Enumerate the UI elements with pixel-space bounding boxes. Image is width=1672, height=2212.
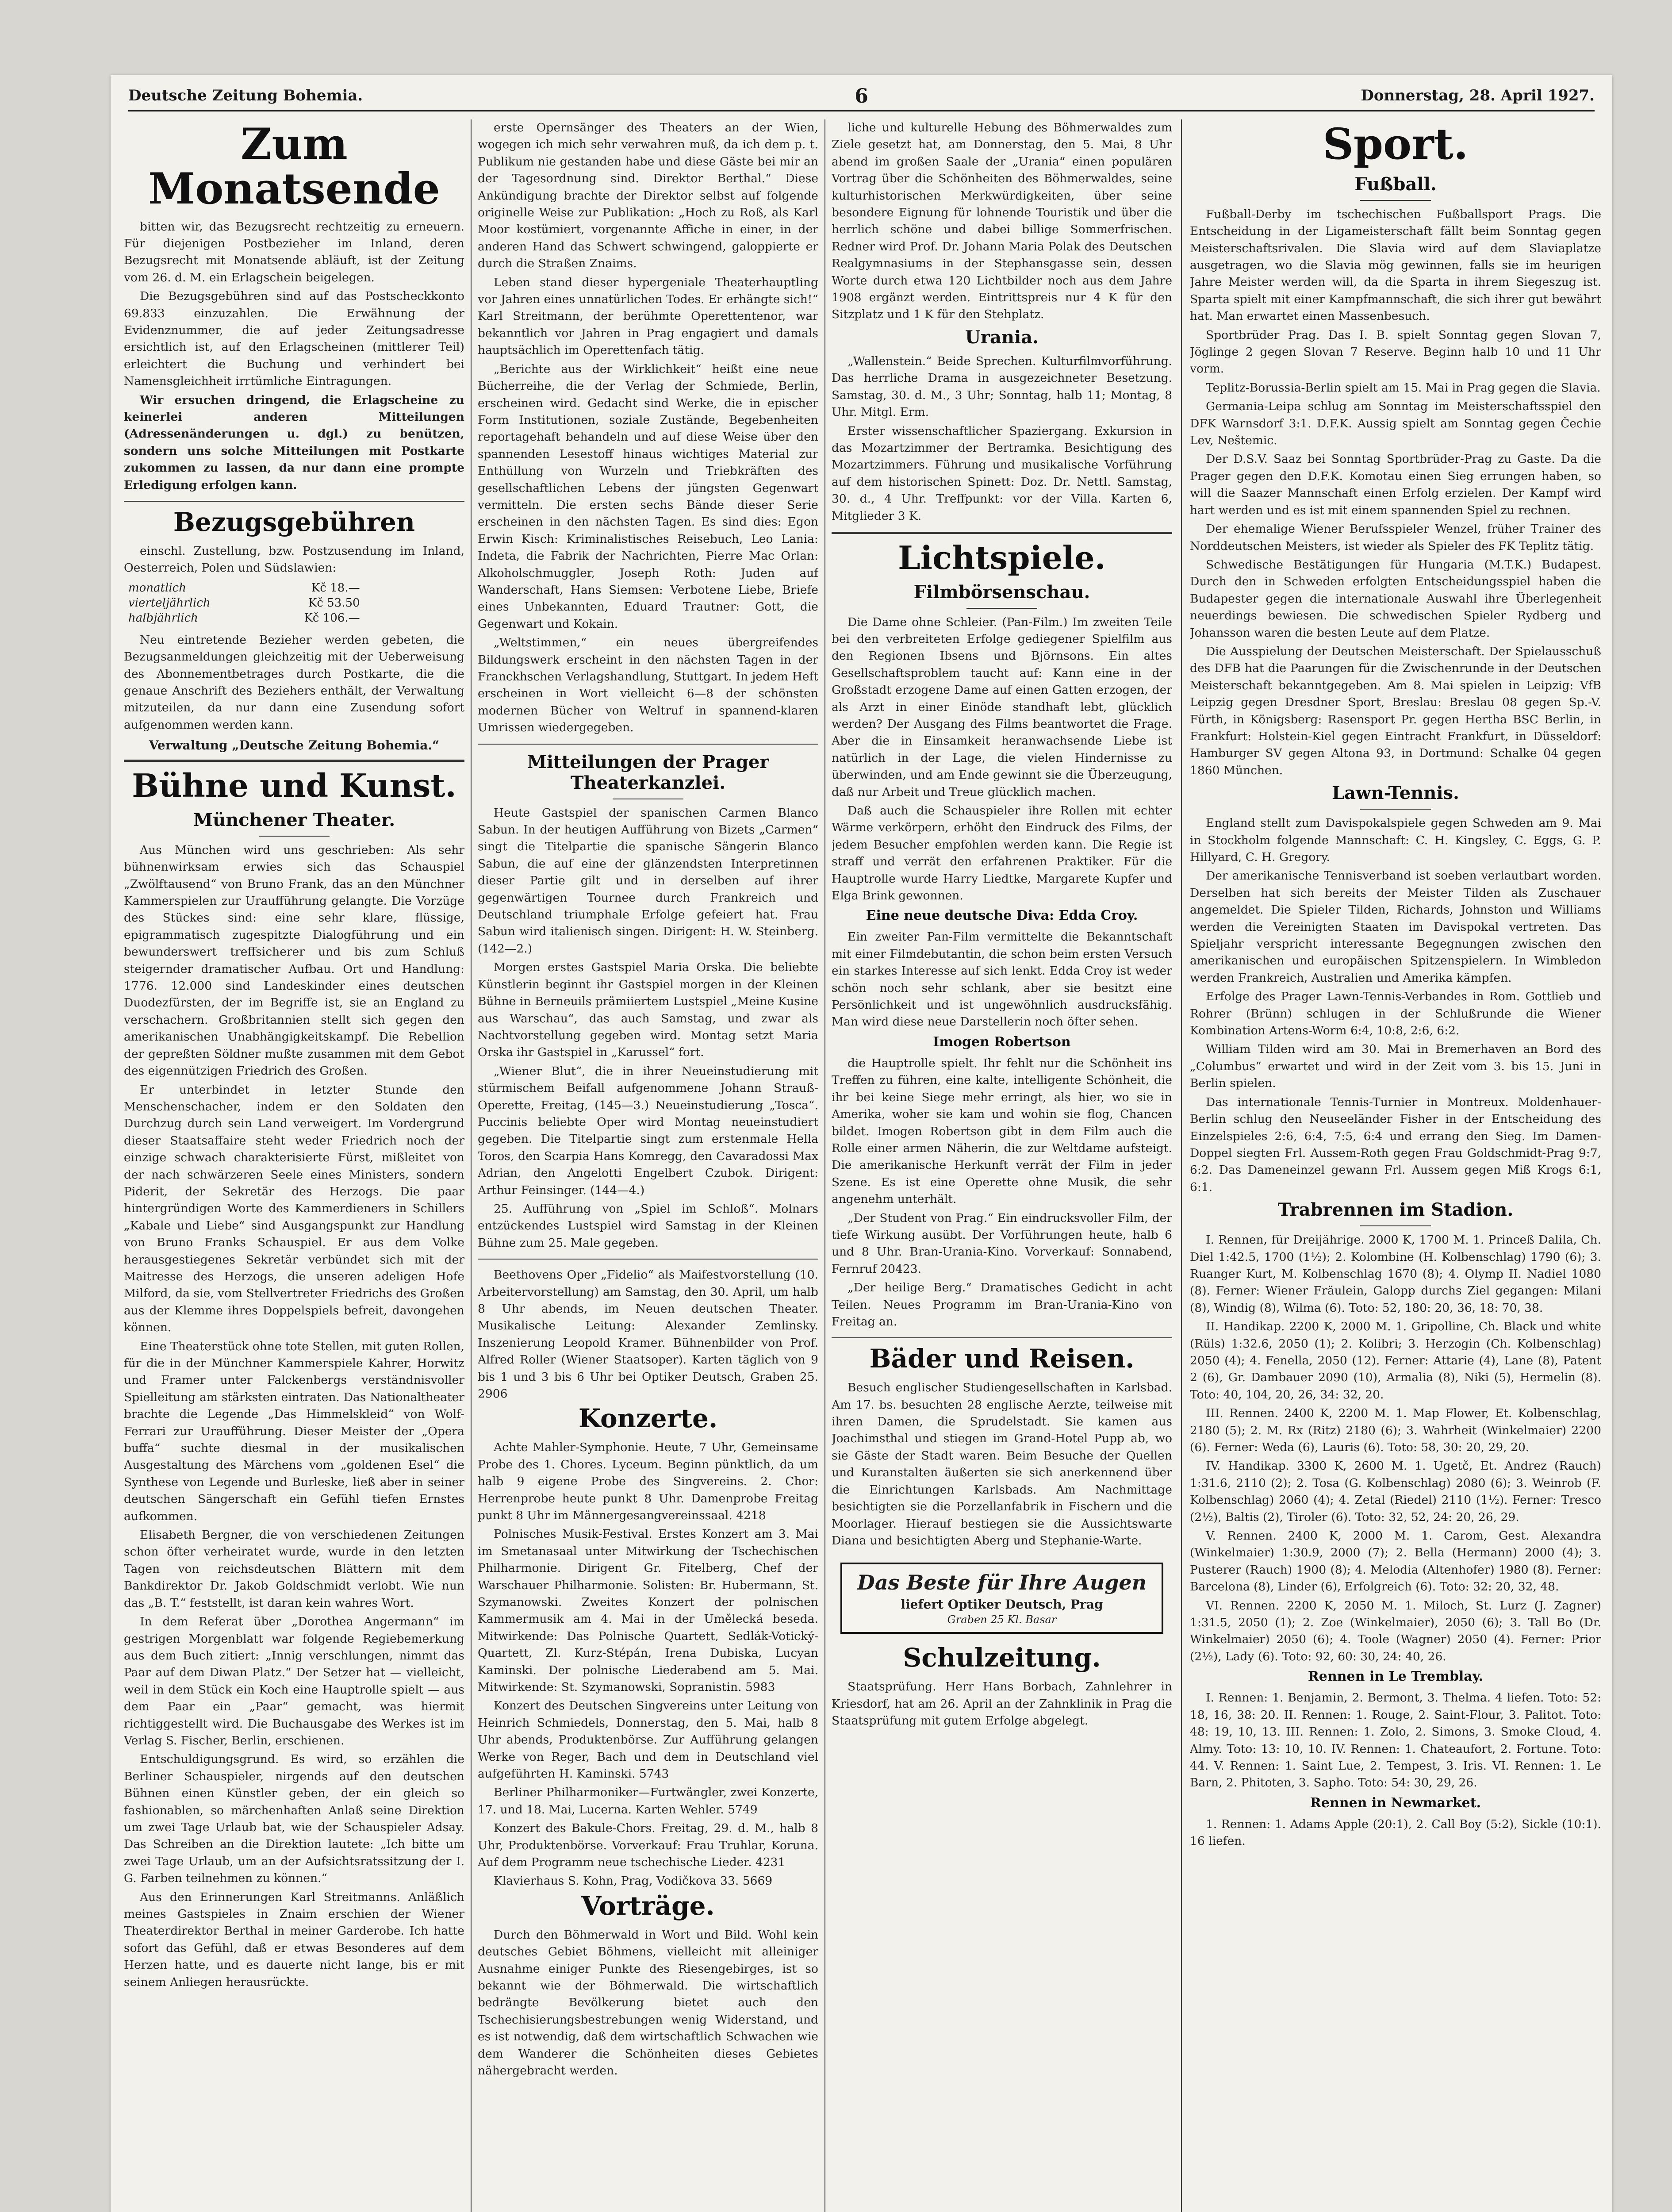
section-divider (124, 760, 464, 762)
page-header (128, 85, 1595, 111)
polnisch-paragraph: Polnisches Musik-Festival. Erstes Konzert am 3. Mai im Smetanasaal unter Mitwirkung der Tschechischen Philharmonie. Dirigent Gr. Fitelberg, Chef der Warschauer Philharmonie. Solisten: Br. Hubermann, St. Szymanowski. Zweites Konzert der polnischen Kammermusik am 4. Mai in der Umělecká beseda. Mitwirkende: Das Polnische Quartett, Sedlák-Votický-Quartett, Zl. Kurz-Stépán, Irena Dubiska, Lucyan Kaminski. Der polnische Liederabend am 5. Mai. Mitwirkende: St. Szymanowski, Sopranistin. 5983 (478, 1527, 818, 1694)
weltstimmen-paragraph: „Weltstimmen,“ ein neues übergreifendes Bildungswerk erscheint in den nächsten Tagen in der Franckhschen Verlagshandlung, Stuttgart. In jedem Heft erscheinen in Wort vielleicht 6—8 der schönsten modernen Bücher von Weltruf in spannend-klaren Umrissen wiedergegeben. (478, 636, 818, 735)
section-divider (832, 532, 1172, 534)
derby-paragraph: Fußball-Derby im tschechischen Fußballsport Prags. Die Entscheidung in der Ligameisterschaft fällt beim Sonntag gegen Meisterschaftsrivalen. Die Slavia wird auf dem Slaviaplatze ausgetragen, wo die Slavia mög gewinnen, falls sie im heurigen Jahre Meister werden will, da die Sparta in ihrem Siegeszug ist. Sparta spielt mit einer Kampfmannschaft, die sich ihrer gut bewährt hat. Man erwartet einen Massenbesuch. (1190, 207, 1601, 323)
section-divider (478, 1259, 818, 1260)
muenchen-heading: Münchener Theater. (193, 809, 395, 830)
issue-date: Donnerstag, 28. April 1927. (1361, 87, 1595, 104)
trab-paragraph: VI. Rennen. 2200 K, 2050 M. 1. Miloch, St. Lurz (J. Zagner) 1:31.5, 2050 (1); 2. Zoe (Winkelmaier), 2050 (6); 3. Tall Bo (Dr. Winkelmaier) 2050 (6); 4. Toole (Wagner) 2050 (4). Ferner: Prior (2½), Lady (6). Toto: 92, 60: 30, 24: 40, 26. (1190, 1598, 1601, 1663)
kohn-paragraph: Klavierhaus S. Kohn, Prag, Vodičkova 33. 5669 (494, 1874, 773, 1888)
ad-headline: Das Beste für Ihre Augen (857, 1571, 1147, 1595)
newspaper-page (111, 75, 1612, 2212)
lichtspiele-heading: Lichtspiele. (898, 538, 1106, 576)
urania-intro-paragraph: liche und kulturelle Hebung des Böhmerwaldes zum Ziele gesetzt hat, am Donnerstag, den 5. Mai, 8 Uhr abend im großen Saale der „Urania“ einen populären Vortrag über die Schönheiten des Böhmerwaldes, seine kulturhistorischen Merkwürdigkeiten, über seine besondere Eignung für lohnende Touristik und über die herrlich schöne und dabei billige Sommerfrischen. Redner wird Prof. Dr. Johann Maria Polak des Deutschen Realgymnasiums in der Stephansgasse sein, dessen Worte durch etwa 120 Lichtbilder noch aus dem Jahre 1908 ergänzt werden. Eintrittspreis nur 4 K für den Sitzplatz und 1 K für den Stehplatz. (832, 121, 1172, 322)
price-value: Kč 106.— (304, 611, 360, 625)
schule-heading: Schulzeitung. (903, 1643, 1101, 1673)
monatsende-paragraph: bitten wir, das Bezugsrecht rechtzeitig zu erneuern. Für diejenigen Postbezieher im Inland, deren Bezugsrecht mit Monatsende abläuft, ist der Zeitung vom 26. d. M. ein Erlagschein beigelegen. (124, 219, 464, 284)
monatsende-paragraph: Die Bezugsgebühren sind auf das Postscheckkonto 69.833 einzuzahlen. Die Erwähnung der Evidenznummer, die auf jeder Zeitungsadresse ersichtlich ist, auf den Erlagscheinen (mittlerer Teil) erleichtert die Buchung und verhindert bei Namensgleichheit irrtümliche Eintragungen. (124, 289, 464, 388)
student-paragraph: „Der Student von Prag.“ Ein eindrucksvoller Film, der tiefe Wirkung ausübt. Der Vorführungen heute, halb 6 und 8 Uhr. Bran-Urania-Kino. Vorverkauf: Sonnabend, Fernruf 20423. (832, 1211, 1172, 1276)
section-divider (832, 1337, 1172, 1338)
referat-paragraph: In dem Referat über „Dorothea Angermann“ im gestrigen Morgenblatt war folgende Regiebemerkung aus dem Buch zitiert: „Innig verschlungen, nimmt das Paar auf dem Diwan Platz.“ Der Setzer hat — vielleicht, weil in dem Stück ein Koch eine Hauptrolle spielt — aus dem Paar ein „Paar“ gemacht, was hiermit richtiggestellt wird. Die Buchausgabe des Werkes ist im Verlag S. Fischer, Berlin, erschienen. (124, 1615, 464, 1747)
baeder-paragraph: Besuch englischer Studiengesellschaften in Karlsbad. Am 17. bs. besuchten 28 englische Aerzte, teilweise mit ihren Damen, die Sprudelstadt. Sie kamen aus Joachimsthal und stiegen im Grand-Hotel Pupp ab, wo sie Gäste der Stadt waren. Beim Besuche der Quellen und Kuranstalten äußerten sie sich anerkennend über die Einrichtungen Karlsbads. Am Nachmittage besichtigten sie die Porzellanfabrik in Fischern und die Moorlager. Hierauf bestiegen sie die Aussichtswarte Diana und besichtigten Aberg und Stephanie-Warte. (832, 1381, 1172, 1548)
dame-paragraph: Daß auch die Schauspieler ihre Rollen mit echter Wärme verkörpern, erhöht den Eindruck des Films, der jedem Besucher empfohlen werden kann. Die Regie ist straff und verrät den erfahrenen Praktiker. Für die Hauptrolle wurde Harry Liedtke, Margarete Kupfer und Elga Brink gewonnen. (832, 804, 1172, 903)
filmboerse-heading: Filmbörsenschau. (913, 581, 1090, 603)
trab-paragraph: V. Rennen. 2400 K, 2000 M. 1. Carom, Gest. Alexandra (Winkelmaier) 1:30.9, 2000 (7); 2. Bella (Hermann) 2000 (4); 3. Pusterer (Rauch) 1900 (8); 4. Melodia (Altenhofer) 1980 (8). Ferner: Barcelona (8), Linder (6), Erfolgreich (6). Toto: 32: 20, 32, 48. (1190, 1529, 1601, 1594)
column-3 (832, 119, 1172, 2212)
monatsende-paragraph: Wir ersuchen dringend, die Erlagscheine zu keinerlei anderen Mitteilungen (Adressenänderungen u. dgl.) zu benützen, sondern uns solche Mitteilungen mit Postkarte zukommen zu lassen, da nur dann eine prompte Erledigung erfolgen kann. (124, 393, 464, 492)
singverein-paragraph: Konzert des Deutschen Singvereins unter Leitung von Heinrich Schmiedels, Donnerstag, den 5. Mai, halb 8 Uhr abends, Produktenbörse. Zur Aufführung gelangen Werke von Reger, Bach und dem in Deutschland viel aufgeführten H. Kaminski. 5743 (478, 1699, 818, 1781)
page-number: 6 (855, 85, 868, 108)
price-label: halbjährlich (128, 611, 198, 625)
sport-heading: Sport. (1323, 119, 1469, 169)
fidelio-paragraph: Beethovens Oper „Fidelio“ als Maifestvorstellung (10. Arbeitervorstellung) am Samstag, den 30. April, um halb 8 Uhr abends, im Neuen deutschen Theater. Musikalische Leitung: Alexander Zemlinsky. Inszenierung Leopold Kramer. Bühnenbilder von Prof. Alfred Roller (Wiener Staatsoper). Karten täglich von 9 bis 1 und 3 bis 6 Uhr bei Optiker Deutsch, Graben 25. 2906 (478, 1268, 818, 1401)
mahler-paragraph: Achte Mahler-Symphonie. Heute, 7 Uhr, Gemeinsame Probe des 1. Chores. Lyceum. Beginn pünktlich, da um halb 9 eigene Probe des Singvereins. 2. Chor: Herrenprobe heute punkt 8 Uhr. Damenprobe Freitag punkt 8 Uhr im Männergesangvereinssaal. 4218 (478, 1440, 818, 1522)
entschuldigung-paragraph: Entschuldigungsgrund. Es wird, so erzählen die Berliner Schauspieler, nirgends auf den deutschen Bühnen einen Künstler geben, der ein gleich so fashionablen, so märchenhaften Anlaß seine Direktion um zwei Tage Urlaub bat, wie der Schauspieler Adsay. Das Schreiben an die Direktion lautete: „Ich bitte um zwei Tage Urlaub, um an der Aufsichtsratssitzung der I. G. Farben teilnehmen zu können.“ (124, 1752, 464, 1886)
heading-underline (1360, 200, 1431, 201)
wiener-blut-paragraph: „Wiener Blut“, die in ihrer Neueinstudierung mit stürmischem Beifall aufgenommene Johann Strauß-Operette, Freitag, (145—3.) Neueinstudierung „Tosca“. Puccinis beliebte Oper wird Montag neueinstudiert gegeben. Die Titelpartie singt zum erstenmale Hella Toros, den Scarpia Hans Komregg, den Cavaradossi Max Adrian, den Angelotti Engelbert Czubok. Dirigent: Arthur Feinsinger. (144—4.) (478, 1064, 818, 1197)
price-label: vierteljährlich (128, 596, 211, 610)
mitteilungen-heading: Mitteilungen der Prager Theaterkanzlei. (527, 751, 769, 793)
buehne-heading: Bühne und Kunst. (132, 767, 456, 805)
dame-paragraph: Die Dame ohne Schleier. (Pan-Film.) Im zweiten Teile bei den verbreiteten Erfolge gediegener Spielfilm aus den Regionen Ibsens und Björnsons. Ein altes Gesellschaftsproblem taucht auf: Kann eine in der Großstadt erzogene Dame auf einen Gatten erzogen, der als Arzt in einer Einöde standhaft lebt, glücklich werden? Der Ausgang des Films beantwortet die Frage. Aber die in Einsamkeit heranwachsende Liebe ist natürlich in der Lage, die vielen Hindernisse zu überwinden, und am Ende gewinnt sie die Überzeugung, daß nur Arbeit und Treue glücklich machen. (832, 615, 1172, 799)
section-divider (124, 501, 464, 502)
column-rule (471, 119, 472, 2212)
dsv-paragraph: Der D.S.V. Saaz bei Sonntag Sportbrüder-Prag zu Gaste. Da die Prager gegen den D.F.K. Komotau einen Sieg errungen haben, so will die Saazer Mannschaft einen Erfolg erzielen. Der Kampf wird hart werden und es ist mit einem spannenden Spiel zu rechnen. (1190, 452, 1601, 517)
carmen-paragraph: Heute Gastspiel der spanischen Carmen Blanco Sabun. In der heutigen Aufführung von Bizets „Carmen“ singt die Titelpartie die spanische Sängerin Blanco Sabun, die auf eine der glänzendsten Interpretinnen dieser Partie gilt und in derselben auf ihrer gegenwärtigen Tournee durch Frankreich und Deutschland triumphale Erfolge gefeiert hat. Frau Sabun wird italienisch singen. Dirigent: H. W. Steinberg. (142—2.) (478, 806, 818, 956)
monatsende-heading: Zum Monatsende (148, 119, 440, 214)
streitmann-paragraph: erste Opernsänger des Theaters an der Wien, wogegen ich mich sehr verwahren muß, da ich dem p. t. Publikum nie gestanden habe und diese Gäste bei mir an der Tagesordnung sind. Direktor Berthal.“ Diese Ankündigung brachte der Direktor selbst auf folgende originelle Weise zur Publikation: „Hoch zu Roß, als Karl Moor kostümiert, vorgenannte Affiche in einer, in der anderen Hand das Schwert schwingend, galoppierte er durch die Straßen Znaims. (478, 121, 818, 271)
price-row (128, 580, 360, 595)
schule-paragraph: Staatsprüfung. Herr Hans Borbach, Zahnlehrer in Kriesdorf, hat am 26. April an der Zahnklinik in Prag die Staatsprüfung mit gutem Erfolge abgelegt. (832, 1680, 1172, 1728)
wenzel-paragraph: Der ehemalige Wiener Berufsspieler Wenzel, früher Trainer des Norddeutschen Meisters, ist wieder als Spieler des FK Teplitz tätig. (1190, 522, 1601, 553)
muenchen-paragraph: Aus München wird uns geschrieben: Als sehr bühnenwirksam erwies sich das Schauspiel „Zwölftausend“ von Bruno Frank, das an den Münchner Kammerspielen zur Uraufführung gelangte. Die Vorzüge des Stückes sind: eine sehr klare, flüssige, epigrammatisch zugespitzte Dialogführung und ein bewunderswert treffsicherer und bis zum Schluß steigernder dramatischer Aufbau. Ort und Handlung: 1776. 12.000 sind Landeskinder eines deutschen Duodezfürsten, der im Begriffe ist, sie an England zu verschachern. Großbritannien stellt sich gegen den amerikanischen Unabhängigkeitskampf. Die Rebellion der gepreßten Söldner mußte zusammen mit dem Gebot des eigennützigen Friedrich des Großen. (124, 843, 464, 1078)
column-rule (1181, 119, 1182, 2212)
trab-paragraph: I. Rennen, für Dreijährige. 2000 K, 1700 M. 1. Princeß Dalila, Ch. Diel 1:42.5, 1700 (1½); 2. Kolombine (H. Kolbenschlag) 1790 (6); 3. Ruanger Kurt, M. Kolbenschlag 1670 (8); 4. Olymp II. Nadiel 1080 (8). Ferner: Wiener Fräulein, Galopp durchs Ziel gegangen: Milani (8), Windig (8), Wilma (6). Toto: 52, 180: 20, 36, 18: 70, 38. (1190, 1233, 1601, 1315)
tennis-paragraph: Erfolge des Prager Lawn-Tennis-Verbandes in Rom. Gottlieb und Rohrer (Brünn) schlugen in der Schlußrunde die Wiener Kombination Artens-Worm 6:4, 10:8, 2:6, 6:2. (1190, 990, 1601, 1038)
ad-address: Graben 25 Kl. Basar (947, 1613, 1057, 1626)
robertson-paragraph: die Hauptrolle spielt. Ihr fehlt nur die Schönheit ins Treffen zu führen, eine kalte, intelligente Schönheit, die ihr bei keine Siege mehr erringt, als hier, wo sie in Amerika, woher sie kam und wohin sie flog, Chancen bildet. Imogen Robertson gibt in dem Film auch die Rolle einer armen Näherin, die zur Weltdame aufsteigt. Die amerikanische Herkunft verrät der Film in jeder Szene. Es ist eine Operette ohne Musik, die sehr angenehm unterhält. (832, 1056, 1172, 1206)
column-1 (124, 119, 464, 2212)
urania-paragraph: „Wallenstein.“ Beide Sprechen. Kulturfilmvorführung. Das herrliche Drama in ausgezeichneter Besetzung. Samstag, 30. d. M., 3 Uhr; Sonntag, halb 11; Montag, 8 Uhr. Mitgl. Erm. (832, 354, 1172, 419)
philharmoniker-paragraph: Berliner Philharmoniker—Furtwängler, zwei Konzerte, 17. und 18. Mai, Lucerna. Karten Wehler. 5749 (478, 1786, 818, 1816)
baeder-heading: Bäder und Reisen. (869, 1344, 1135, 1374)
heading-underline (259, 836, 330, 837)
streitmann-paragraph: Leben stand dieser hypergeniale Theaterhauptling vor Jahren eines unnatürlichen Todes. Er erhängte sich!“ Karl Streitmann, der berühmte Operettentenor, war bekanntlich vor Jahren in Prag engagiert und damals hauptsächlich im Operettenfach tätig. (478, 275, 818, 357)
price-table (128, 580, 360, 626)
berichte-paragraph: „Berichte aus der Wirklichkeit“ heißt eine neue Bücherreihe, die der Verlag der Schmiede, Berlin, erscheinen wird. Gedacht sind Werke, die in epischer Form Institutionen, soziale Zustände, Begebenheiten reportagehaft behandeln und auf diese Weise über den spannenden Lesestoff hinaus wichtiges Material zur Enthüllung von Wurzeln und Triebkräften des gesellschaftlichen Lebens der jüngsten Gegenwart vermitteln. Die ersten sechs Bände dieser Serie erscheinen in den nächsten Tagen. Es sind dies: Egon Erwin Kisch: Kriminalistisches Reisebuch, Leo Lania: Indeta, die Fabrik der Nachrichten, Pierre Mac Orlan: Alkoholschmuggler, Joseph Roth: Juden auf Wanderschaft, Hans Siemsen: Verbotene Liebe, Briefe eines Unbekannten, Eduard Trautner: Gott, die Gegenwart und Kokain. (478, 362, 818, 631)
croy-heading: Eine neue deutsche Diva: Edda Croy. (866, 908, 1138, 924)
price-label: monatlich (128, 581, 186, 595)
bezug-heading: Bezugsgebühren (173, 507, 415, 538)
trab-paragraph: III. Rennen. 2400 K, 2200 M. 1. Map Flower, Et. Kolbenschlag, 2180 (5); 2. M. Rx (Ritz) 2180 (6); 3. Wahrheit (Winkelmaier) 2200 (6). Ferner: Weda (6), Lauris (6). Toto: 58, 30: 20, 29, 20. (1190, 1406, 1601, 1455)
erinnerungen-paragraph: Aus den Erinnerungen Karl Streitmanns. Anläßlich meines Gastspieles in Znaim erschien der Wiener Theaterdirektor Berthal in meiner Garderobe. Ich hatte sofort das Gefühl, daß er etwas Besonderes auf dem Herzen hatte, und es dauerte nicht lange, bis er mit seinem Anliegen herausrückte. (124, 1890, 464, 1989)
muenchen-paragraph: Eine Theaterstück ohne tote Stellen, mit guten Rollen, für die in der Münchner Kammerspiele Kahrer, Horwitz und Framer unter Falckenbergs verständnisvoller Spielleitung am stärksten eintraten. Das Nationaltheater brachte die Legende „Das Himmelskleid“ von Wolf-Ferrari zur Uraufführung. Dieser Meister der „Opera buffa“ suchte diesmal in der musikalischen Ausgestaltung des Märchens vom „goldenen Esel“ die Synthese von Legende und Burleske, ließ aber in seiner deutschen Sängerschaft ein Gefühl tiefen Ernstes aufkommen. (124, 1339, 464, 1523)
bergner-paragraph: Elisabeth Bergner, die von verschiedenen Zeitungen schon öfter verheiratet wurde, wurde in den letzten Tagen von reichsdeutschen Blättern mit dem Bankdirektor Dr. Jakob Goldschmidt verlobt. Wie nun das „B. T.“ feststellt, ist daran kein wahres Wort. (124, 1528, 464, 1610)
heading-underline (966, 608, 1037, 609)
tremblay-paragraph: I. Rennen: 1. Benjamin, 2. Bermont, 3. Thelma. 4 liefen. Toto: 52: 18, 16, 38: 20. II. Rennen: 1. Rouge, 2. Saint-Flour, 3. Palitot. Toto: 48: 19, 10, 13. III. Rennen: 1. Zolo, 2. Simons, 3. Smoke Cloud, 4. Almy. Toto: 13: 10, 10. IV. Rennen: 1. Chateaufort, 2. Fortune. Toto: 44. V. Rennen: 1. Saint Lue, 2. Tempest, 3. Iris. VI. Rennen: 1. Le Barn, 2. Phitoten, 3. Sapho. Toto: 54: 30, 29, 26. (1190, 1691, 1601, 1790)
price-row (128, 611, 360, 626)
trabrennen-heading: Trabrennen im Stadion. (1277, 1199, 1514, 1221)
berg-paragraph: „Der heilige Berg.“ Dramatisches Gedicht in acht Teilen. Neues Programm im Bran-Urania-Kino von Freitag an. (832, 1281, 1172, 1329)
newmarket-paragraph: 1. Rennen: 1. Adams Apple (20:1), 2. Call Boy (5:2), Sickle (10:1). 16 liefen. (1190, 1817, 1601, 1848)
teplitz-paragraph: Teplitz-Borussia-Berlin spielt am 15. Mai in Prag gegen die Slavia. (1206, 380, 1601, 395)
schwedisch-paragraph: Schwedische Bestätigungen für Hungaria (M.T.K.) Budapest. Durch den in Schweden erfolgten Entscheidungsspiel haben die Budapester gegen die internationale Auswahl ihre Überlegenheit neuerdings bewiesen. Die schwedischen Spieler Rydberg und Johansson waren die besten Leute auf dem Platze. (1190, 557, 1601, 640)
meisterschaft-paragraph: Die Ausspielung der Deutschen Meisterschaft. Der Spielausschuß des DFB hat die Paarungen für die Zwischenrunde in der Deutschen Meisterschaft bekanntgegeben. Am 8. Mai spielen in Leipzig: VfB Leipzig gegen Dresdner Sport, Breslau: Breslau 08 gegen Sp.-V. Fürth, in Königsberg: Rasensport Pr. gegen Hertha BSC Berlin, in Frankfurt: Holstein-Kiel gegen Eintracht Frankfurt, in Düsseldorf: Hamburger SV gegen Altona 93, in Dortmund: Schalke 04 gegen 1860 München. (1190, 644, 1601, 777)
column-4 (1190, 119, 1601, 2212)
newspaper-name: Deutsche Zeitung Bohemia. (128, 87, 363, 104)
tennis-paragraph: England stellt zum Davispokalspiele gegen Schweden am 9. Mai in Stockholm folgende Mannschaft: C. H. Kingsley, C. Eggs, G. P. Hillyard, C. H. Gregory. (1190, 816, 1601, 864)
turnier-paragraph: Das internationale Tennis-Turnier in Montreux. Moldenhauer-Berlin schlug den Neuseeländer Fisher in der Entscheidung des Einzelspieles 2:6, 6:4, 7:5, 6:4 und errang den Sieg. Im Damen-Doppel siegten Frl. Aussem-Roth gegen Frau Goldschmidt-Prag 9:7, 6:2. Das Dameneinzel gewann Frl. Aussem gegen Miß Krogs 6:1, 6:1. (1190, 1095, 1601, 1194)
boehmerwald-paragraph: Durch den Böhmerwald in Wort und Bild. Wohl kein deutsches Gebiet Böhmens, vielleicht mit alleiniger Ausnahme einiger Punkte des Riesengebirges, ist so bekannt wie der Böhmerwald. Die wirtschaftlich bedrängte Bevölkerung bietet auch den Tschechisierungsbestrebungen wenig Widerstand, und es ist notwendig, daß dem wirtschaftlich Schwachen wie dem Wanderer die Schönheiten dieses Gebietes nähergebracht werden. (478, 1928, 818, 2078)
heading-underline (1360, 1225, 1431, 1226)
optiker-advertisement (840, 1563, 1163, 1634)
bakule-paragraph: Konzert des Bakule-Chors. Freitag, 29. d. M., halb 8 Uhr, Produktenbörse. Vorverkauf: Frau Truhlar, Koruna. Auf dem Programm neue tschechische Lieder. 4231 (478, 1821, 818, 1870)
gegner-paragraph: Sportbrüder Prag. Das I. B. spielt Sonntag gegen Slovan 7, Jöglinge 2 gegen Slovan 7 Reserve. Beginn halb 10 und 11 Uhr vorm. (1190, 328, 1601, 376)
vortraege-heading: Vorträge. (581, 1890, 715, 1921)
tremblay-heading: Rennen in Le Tremblay. (1308, 1669, 1484, 1685)
price-row (128, 595, 360, 611)
trab-paragraph: IV. Handikap. 3300 K, 2600 M. 1. Ugetč, Et. Andrez (Rauch) 1:31.6, 2110 (2); 2. Tosa (G. Kolbenschlag) 2080 (6); 3. Weinrob (F. Kolbenschlag) 2060 (4); 4. Zetal (Riedel) 2110 (1½). Ferner: Tresco (2½), Baltis (2), Tiroler (6). Toto: 32, 52, 24: 20, 26, 29. (1190, 1459, 1601, 1524)
tilden-paragraph: William Tilden wird am 30. Mai in Bremerhaven an Bord des „Columbus“ erwartet und wird in der Zeit vom 3. bis 15. Juni in Berlin spielen. (1190, 1042, 1601, 1091)
robertson-heading: Imogen Robertson (933, 1034, 1071, 1050)
tennis-heading: Lawn-Tennis. (1332, 783, 1459, 804)
bezug-intro: einschl. Zustellung, bzw. Postzusendung im Inland, Oesterreich, Polen und Südslawien: (124, 544, 464, 575)
spaziergang-paragraph: Erster wissenschaftlicher Spaziergang. Exkursion in das Mozartzimmer der Bertramka. Besichtigung des Mozartzimmers. Führung und musikalische Vorführung auf dem historischen Spinett: Doz. Dr. Nettl. Samstag, 30. d., 4 Uhr. Treffpunkt: vor der Villa. Karten 6, Mitglieder 3 K. (832, 424, 1172, 523)
price-value: Kč 18.— (311, 581, 360, 595)
ad-line: liefert Optiker Deutsch, Prag (901, 1597, 1103, 1612)
konzerte-heading: Konzerte. (578, 1403, 718, 1434)
section-divider (478, 744, 818, 745)
verwaltung-signature: Verwaltung „Deutsche Zeitung Bohemia.“ (149, 738, 440, 753)
orska-paragraph: Morgen erstes Gastspiel Maria Orska. Die beliebte Künstlerin beginnt ihr Gastspiel morgen in der Kleinen Bühne in Berneuils prämiiertem Lustspiel „Meine Kusine aus Warschau“, das auch Samstag, und zwar als Nachtvorstellung gegeben wird. Montag setzt Maria Orska ihr Gastspiel in „Karussel“ fort. (478, 960, 818, 1060)
heading-underline (1360, 809, 1431, 810)
germania-paragraph: Germania-Leipa schlug am Sonntag im Meisterschaftsspiel den DFK Warnsdorf 3:1. D.F.K. Aussig spielt am Sonntag gegen Čechie Lev, Neštemic. (1190, 399, 1601, 448)
urania-heading: Urania. (965, 326, 1039, 348)
column-2 (478, 119, 818, 2212)
muenchen-paragraph: Er unterbindet in letzter Stunde den Menschenschacher, indem er den Soldaten den Durchzug durch sein Land verweigert. Im Vordergrund dieser Staatsaffaire steht weder Friedrich noch der einzige schwach charakterisierte Fürst, mißleitet von der nach schwärzeren Seele eines Ministers, sondern Piderit, der Sekretär des Herzogs. Die paar hintergründigen Worte des Kammerdieners in Schillers „Kabale und Liebe“ sind Ausgangspunkt zur Handlung von Bruno Franks Schauspiel. Er aus dem Volke herausgestiegenes Sekretär verbündet sich mit der Maitresse des Herzogs, die unseren adeligen Hofe Milford, da sie, vom Stellvertreter Friedrichs des Großen aus der Klemme ihres Doppelspiels befreit, davongehen können. (124, 1083, 464, 1335)
fussball-heading: Fußball. (1354, 173, 1437, 195)
schloss-paragraph: 25. Aufführung von „Spiel im Schloß“. Molnars entzückendes Lustspiel wird Samstag in der Kleinen Bühne zum 25. Male gegeben. (478, 1202, 818, 1250)
bezug-paragraph: Neu eintretende Bezieher werden gebeten, die Bezugsanmeldungen gleichzeitig mit der Ueberweisung des Abonnementbetrages durch Postkarte, die die genaue Anschrift des Beziehers enthält, der Verwaltung mitzuteilen, da nur dann eine Zusendung sofort aufgenommen werden kann. (124, 633, 464, 732)
price-value: Kč 53.50 (308, 596, 360, 610)
croy-paragraph: Ein zweiter Pan-Film vermittelte die Bekanntschaft mit einer Filmdebutantin, die schon beim ersten Versuch ein starkes Interesse auf sich lenkt. Edda Croy ist weder schön noch sehr schlank, aber sie besitzt eine Persönlichkeit und ist ungewöhnlich ausdrucksfähig. Man wird diese neue Darstellerin noch öfter sehen. (832, 930, 1172, 1029)
newmarket-heading: Rennen in Newmarket. (1310, 1795, 1481, 1811)
column-rule (824, 119, 825, 2212)
tennis-paragraph: Der amerikanische Tennisverband ist soeben verlautbart worden. Derselben hat sich bereits der Meister Tilden als Zuschauer angemeldet. Die Spieler Tilden, Richards, Johnston und Williams werden die Vereinigten Staaten im Davispokal vertreten. Das Spieljahr verspricht interessante Begegnungen zwischen den amerikanischen und europäischen Spitzenspielern. In Wimbledon werden Frankreich, Australien und Amerika kämpfen. (1190, 869, 1601, 985)
trab-paragraph: II. Handikap. 2200 K, 2000 M. 1. Gripolline, Ch. Black und white (Rüls) 1:32.6, 2050 (1); 2. Kolibri; 3. Herzogin (Ch. Kolbenschlag) 2050 (4); 4. Fenella, 2050 (12). Ferner: Attarie (4), Lane (8), Patent 2 (6), Gr. Dambauer 2090 (10), Armalia (8), Niki (5), Hermelin (8). Toto: 40, 104, 20, 26, 34: 32, 20. (1190, 1320, 1601, 1402)
